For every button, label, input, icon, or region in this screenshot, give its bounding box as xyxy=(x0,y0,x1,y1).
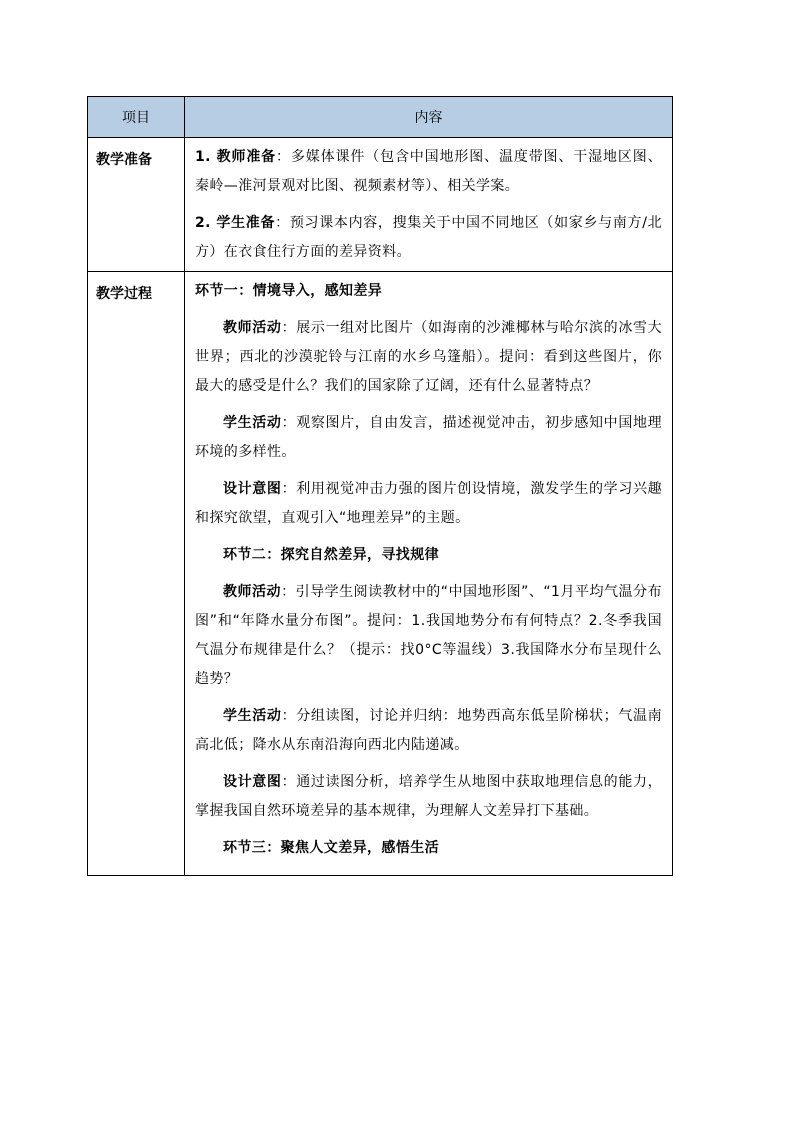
step2-design-text: ：通过读图分析，培养学生从地图中获取地理信息的能力，掌握我国自然环境差异的基本规律，为理解人文差异打下基础。 xyxy=(195,774,662,819)
step1-teacher-label: 教师活动 xyxy=(223,320,282,336)
student-prep-label: 2. 学生准备 xyxy=(195,215,276,231)
step2-teacher-paragraph xyxy=(195,578,662,694)
step2-design-label: 设计意图 xyxy=(223,774,282,790)
step1-teacher-paragraph xyxy=(195,314,662,401)
step1-title: 环节一：情境导入，感知差异 xyxy=(195,283,383,299)
step2-student-text: ：分组读图，讨论并归纳：地势西高东低呈阶梯状；气温南高北低；降水从东南沿海向西北内陆递减。 xyxy=(195,708,662,753)
step2-student-paragraph xyxy=(195,702,662,760)
step1-student-paragraph xyxy=(195,409,662,467)
step2-teacher-label: 教师活动 xyxy=(223,584,282,600)
step2-teacher-text: ：引导学生阅读教材中的“中国地形图”、“1月平均气温分布图”和“年降水量分布图”。提问：1.我国地势分布有何特点？2.冬季我国气温分布规律是什么？（提示：找0°C等温线）3.我国降水分布呈现什么趋势？ xyxy=(195,584,662,687)
table-header-row xyxy=(88,97,673,138)
row-label-prep: 教学准备 xyxy=(88,138,185,272)
table-row-prep xyxy=(88,138,673,272)
student-prep-paragraph xyxy=(195,209,662,267)
step1-design-text: ：利用视觉冲击力强的图片创设情境，激发学生的学习兴趣和探究欲望，直观引入“地理差异”的主题。 xyxy=(195,481,662,526)
prep-content xyxy=(185,138,673,272)
header-content: 内容 xyxy=(185,97,673,138)
header-item: 项目 xyxy=(88,97,185,138)
process-content xyxy=(185,272,673,876)
step1-teacher-text: ：展示一组对比图片（如海南的沙滩椰林与哈尔滨的冰雪大世界；西北的沙漠驼铃与江南的水乡乌篷船）。提问：看到这些图片，你最大的感受是什么？我们的国家除了辽阔，还有什么显著特点？ xyxy=(195,320,662,394)
teacher-prep-text: ：多媒体课件（包含中国地形图、温度带图、干湿地区图、秦岭—淮河景观对比图、视频素材等）、相关学案。 xyxy=(195,149,662,194)
teacher-prep-paragraph xyxy=(195,143,662,201)
table-row-process xyxy=(88,272,673,876)
step1-design-label: 设计意图 xyxy=(223,481,282,497)
student-prep-text: ：预习课本内容，搜集关于中国不同地区（如家乡与南方/北方）在衣食住行方面的差异资料。 xyxy=(195,215,663,260)
step1-student-text: ：观察图片，自由发言，描述视觉冲击，初步感知中国地理环境的多样性。 xyxy=(195,415,662,460)
step2-student-label: 学生活动 xyxy=(223,708,282,724)
lesson-plan-table xyxy=(87,96,673,876)
step1-student-label: 学生活动 xyxy=(223,415,282,431)
row-label-process: 教学过程 xyxy=(88,272,185,876)
step2-title: 环节二：探究自然差异，寻找规律 xyxy=(223,547,439,563)
step1-design-paragraph xyxy=(195,475,662,533)
teacher-prep-label: 1. 教师准备 xyxy=(195,149,277,165)
step2-design-paragraph xyxy=(195,768,662,826)
step3-title: 环节三：聚焦人文差异，感悟生活 xyxy=(223,840,439,856)
